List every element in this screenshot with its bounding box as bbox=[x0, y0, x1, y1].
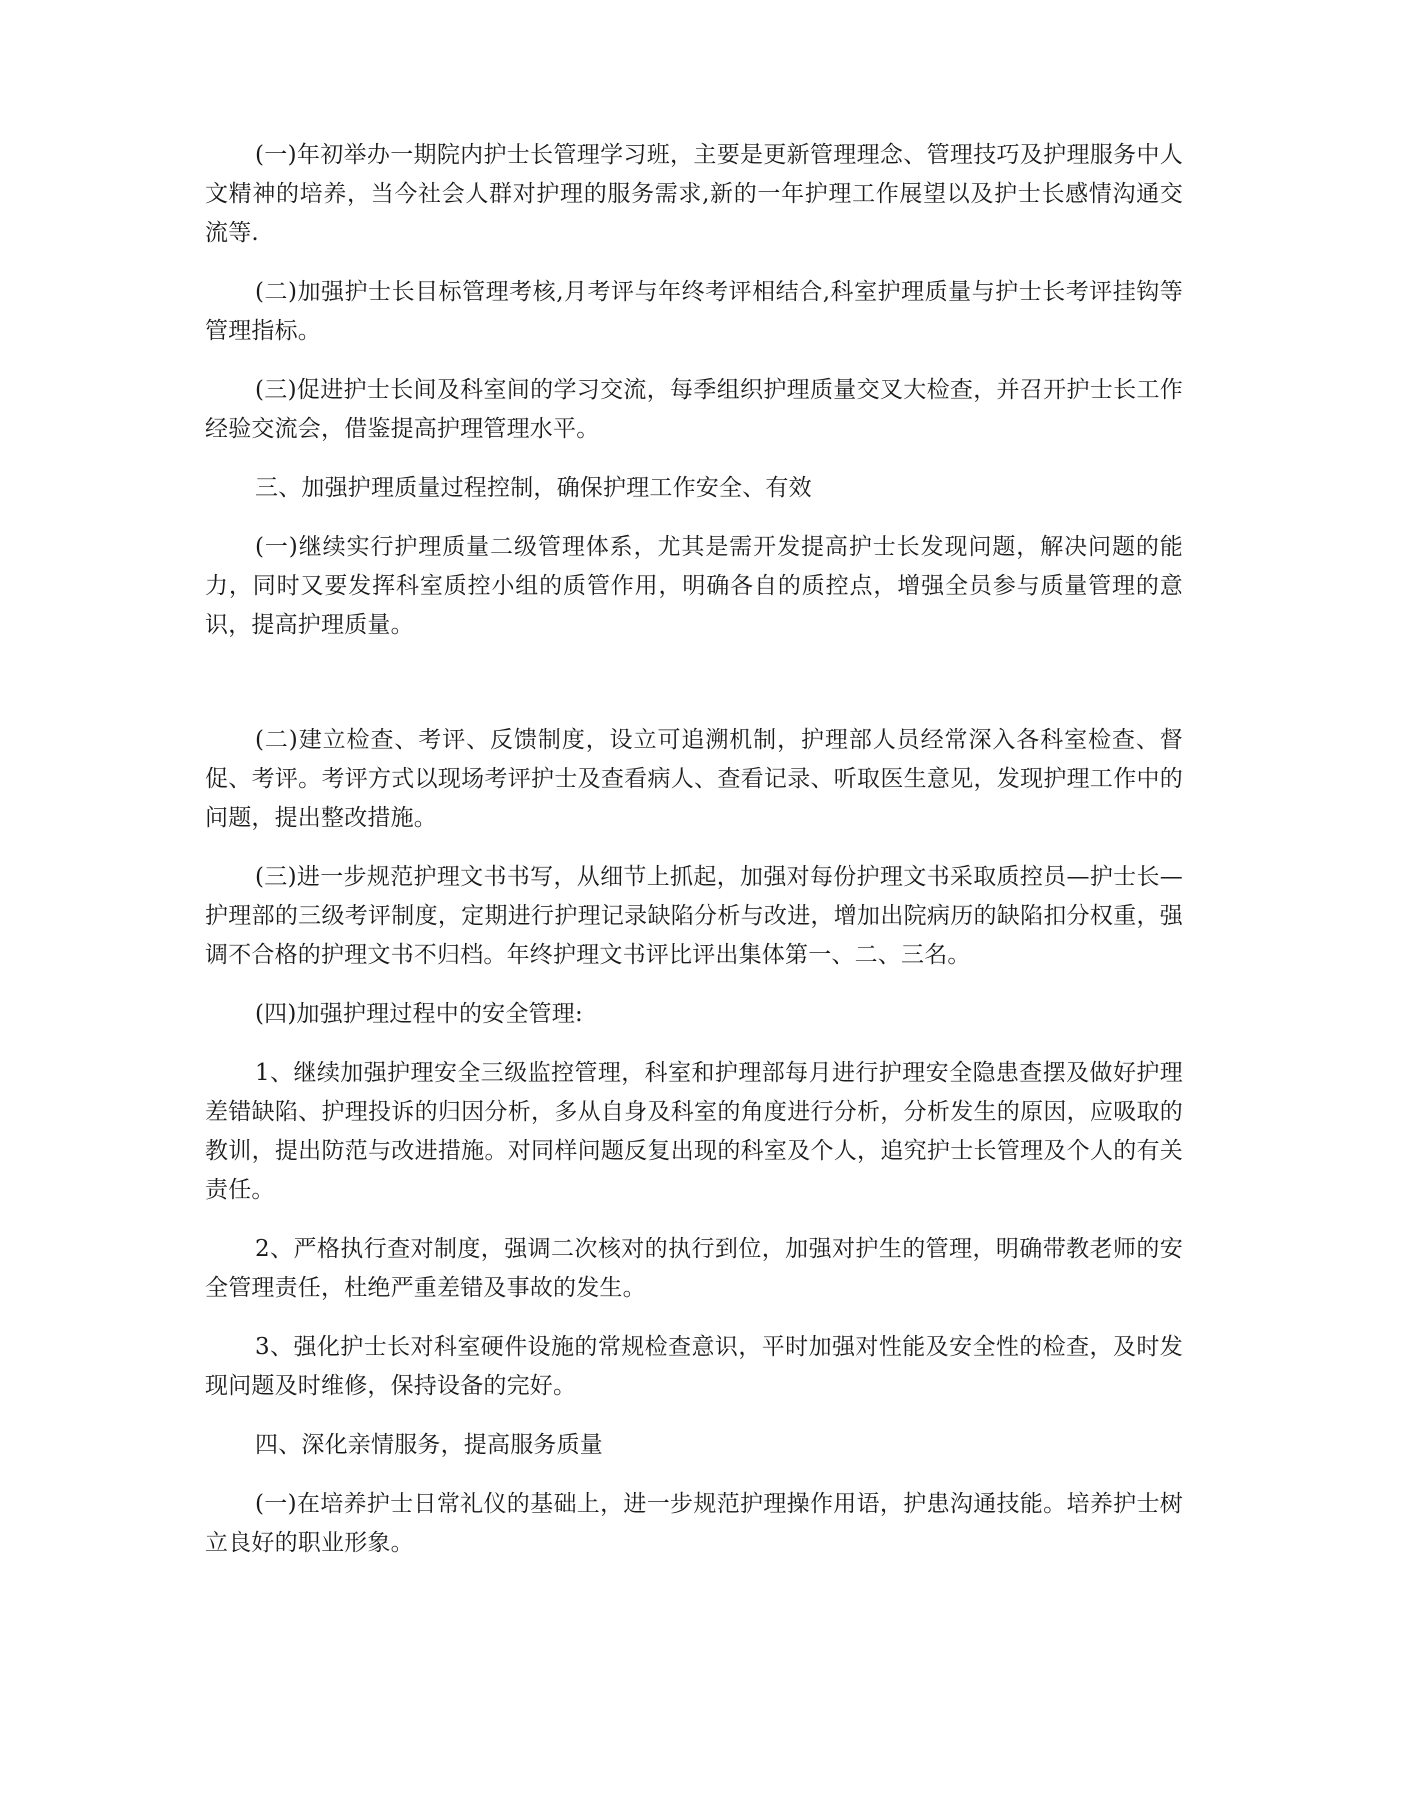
paragraph-3: (三)促进护士长间及科室间的学习交流，每季组织护理质量交叉大检查，并召开护士长工作经验交流会，借鉴提高护理管理水平。 bbox=[205, 377, 1183, 442]
paragraph-6: (二)建立检查、考评、反馈制度，设立可追溯机制，护理部人员经常深入各科室检查、督促、考评。考评方式以现场考评护士及查看病人、查看记录、听取医生意见，发现护理工作中的问题，提出整改措施。 bbox=[205, 727, 1183, 831]
subheading-safety: (四)加强护理过程中的安全管理: bbox=[255, 1001, 583, 1027]
paragraph-7: (三)进一步规范护理文书书写，从细节上抓起，加强对每份护理文书采取质控员—护士长—护理部的三级考评制度，定期进行护理记录缺陷分析与改进，增加出院病历的缺陷扣分权重，强调不合格的护理文书不归档。年终护理文书评比评出集体第一、二、三名。 bbox=[205, 864, 1183, 968]
paragraph-13: (一)在培养护士日常礼仪的基础上，进一步规范护理操作用语，护患沟通技能。培养护士树立良好的职业形象。 bbox=[205, 1491, 1183, 1556]
paragraph-5: (一)继续实行护理质量二级管理体系，尤其是需开发提高护士长发现问题，解决问题的能力，同时又要发挥科室质控小组的质管作用，明确各自的质控点，增强全员参与质量管理的意识，提高护理质量。 bbox=[205, 534, 1183, 638]
section-heading-4: 四、深化亲情服务，提高服务质量 bbox=[255, 1432, 603, 1458]
paragraph-9: 1、继续加强护理安全三级监控管理，科室和护理部每月进行护理安全隐患查摆及做好护理差错缺陷、护理投诉的归因分析，多从自身及科室的角度进行分析，分析发生的原因，应吸取的教训，提出防范与改进措施。对同样问题反复出现的科室及个人，追究护士长管理及个人的有关责任。 bbox=[205, 1060, 1183, 1203]
paragraph-2: (二)加强护士长目标管理考核,月考评与年终考评相结合,科室护理质量与护士长考评挂钩等管理指标。 bbox=[205, 279, 1183, 344]
paragraph-10: 2、严格执行查对制度，强调二次核对的执行到位，加强对护生的管理，明确带教老师的安全管理责任，杜绝严重差错及事故的发生。 bbox=[205, 1236, 1183, 1301]
paragraph-1: (一)年初举办一期院内护士长管理学习班，主要是更新管理理念、管理技巧及护理服务中人文精神的培养，当今社会人群对护理的服务需求,新的一年护理工作展望以及护士长感情沟通交流等. bbox=[205, 142, 1183, 246]
section-heading-3: 三、加强护理质量过程控制，确保护理工作安全、有效 bbox=[255, 475, 812, 501]
paragraph-11: 3、强化护士长对科室硬件设施的常规检查意识，平时加强对性能及安全性的检查，及时发现问题及时维修，保持设备的完好。 bbox=[205, 1334, 1183, 1399]
document-body bbox=[205, 136, 1183, 1583]
